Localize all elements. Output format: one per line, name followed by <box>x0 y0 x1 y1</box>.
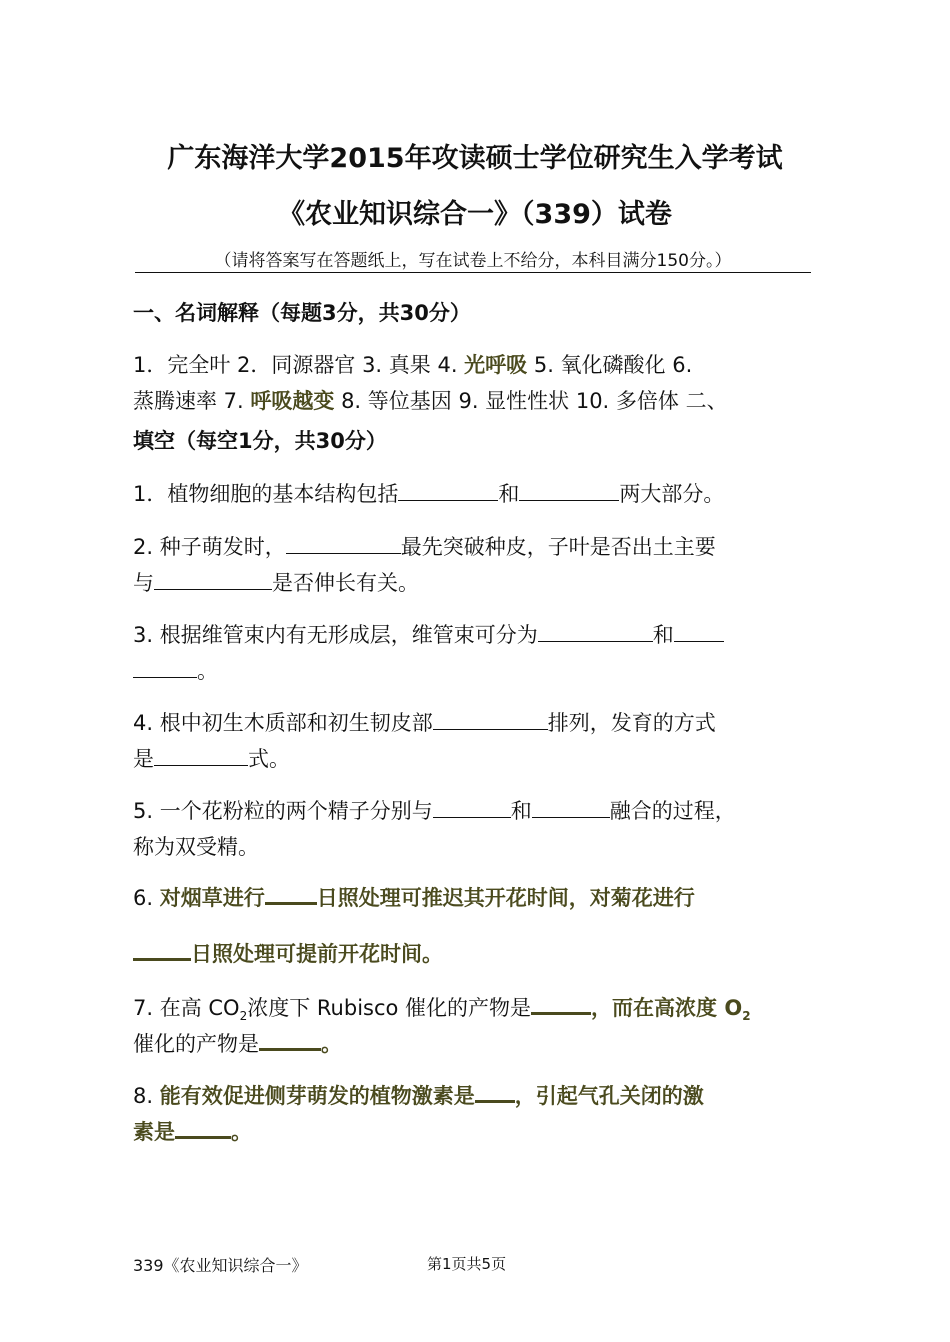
question-text: 和 <box>652 623 674 647</box>
question-text: 5. 一个花粉粒的两个精子分别与 <box>133 799 433 823</box>
terms-text: 8. 等位基因 9. 显性性状 10. 多倍体 二、 <box>334 389 728 413</box>
question-6-cont <box>133 936 833 972</box>
answer-blank <box>286 531 401 554</box>
question-text: 2. 种子萌发时， <box>133 535 286 559</box>
answer-blank <box>154 567 272 590</box>
question-7 <box>133 990 833 1062</box>
question-text: 最先突破种皮，子叶是否出土主要 <box>400 535 716 559</box>
question-text: 与 <box>133 571 154 595</box>
footer-course-name: 339《农业知识综合一》 <box>133 1256 308 1275</box>
question-text: 称为双受精。 <box>133 835 259 859</box>
answer-blank <box>531 990 591 1015</box>
answer-blank <box>133 936 191 961</box>
answer-blank <box>674 619 724 642</box>
question-text: 能有效促进侧芽萌发的植物激素是 <box>159 1084 475 1108</box>
answer-blank <box>265 880 317 905</box>
subscript: 2 <box>742 1009 751 1024</box>
answer-blank <box>433 707 548 730</box>
terms-text: 5. 氧化磷酸化 6. <box>527 353 693 377</box>
section1-heading: 一、名词解释（每题3分，共30分） <box>133 301 471 325</box>
question-number: 6. <box>133 886 160 910</box>
question-text: 对烟草进行 <box>159 886 265 910</box>
terms-text: 1．完全叶 2．同源器官 3. 真果 4. <box>133 353 465 377</box>
question-text: 日照处理可提前开花时间。 <box>191 942 443 966</box>
exam-title-line2: 《农业知识综合一》（339）试卷 <box>278 199 672 230</box>
question-text: ，而在高浓度 O <box>591 996 743 1020</box>
question-text: ，引起气孔关闭的激 <box>514 1084 704 1108</box>
question-text: 式。 <box>248 747 290 771</box>
answer-blank <box>433 795 511 818</box>
question-text: 催化的产物是 <box>133 1032 259 1056</box>
answer-blank <box>154 743 248 766</box>
question-text: 是 <box>133 747 154 771</box>
answer-blank <box>475 1078 515 1103</box>
terms-text: 蒸腾速率 7. <box>133 389 251 413</box>
question-text: 3. 根据维管束内有无形成层，维管束可分为 <box>133 623 538 647</box>
term-highlight: 呼吸越变 <box>250 389 335 413</box>
answer-blank <box>538 619 653 642</box>
question-text: 和 <box>510 799 532 823</box>
question-text: 浓度下 Rubisco 催化的产物是 <box>247 996 532 1020</box>
question-text: 。 <box>231 1120 252 1144</box>
answer-blank <box>175 1114 231 1139</box>
question-text: 1．植物细胞的基本结构包括 <box>133 482 399 506</box>
question-text: 融合的过程， <box>609 799 736 823</box>
question-text: 7. 在高 CO <box>133 996 240 1020</box>
footer-page-number: 第1页共5页 <box>427 1255 507 1273</box>
section2-heading: 填空（每空1分，共30分） <box>133 429 387 453</box>
question-1 <box>133 476 833 512</box>
question-text: 4. 根中初生木质部和初生韧皮部 <box>133 711 433 735</box>
question-5 <box>133 793 833 865</box>
answer-blank <box>519 478 619 501</box>
terms-line2 <box>133 383 833 419</box>
term-highlight: 光呼吸 <box>464 353 528 377</box>
exam-instruction-note: （请将答案写在答题纸上，写在试卷上不给分，本科目满分150分。） <box>135 246 811 273</box>
question-3 <box>133 617 833 689</box>
question-2 <box>133 529 833 601</box>
section1-terms <box>133 347 833 419</box>
question-text: 是否伸长有关。 <box>272 571 419 595</box>
question-text: 。 <box>321 1032 342 1056</box>
question-text: 素是 <box>133 1120 175 1144</box>
answer-blank <box>133 655 197 678</box>
question-8 <box>133 1078 833 1150</box>
answer-blank <box>532 795 610 818</box>
question-6 <box>133 880 833 916</box>
terms-line1 <box>133 347 833 383</box>
question-text: 日照处理可推迟其开花时间，对菊花进行 <box>316 886 695 910</box>
question-text: 和 <box>498 482 520 506</box>
question-number: 8. <box>133 1084 160 1108</box>
question-text: 排列，发育的方式 <box>547 711 716 735</box>
answer-blank <box>259 1026 321 1051</box>
question-4 <box>133 705 833 777</box>
subscript: 2 <box>239 1009 248 1024</box>
question-text: 。 <box>197 659 218 683</box>
answer-blank <box>398 478 498 501</box>
exam-title-line1: 广东海洋大学2015年攻读硕士学位研究生入学考试 <box>167 143 783 174</box>
question-text: 两大部分。 <box>619 482 725 506</box>
